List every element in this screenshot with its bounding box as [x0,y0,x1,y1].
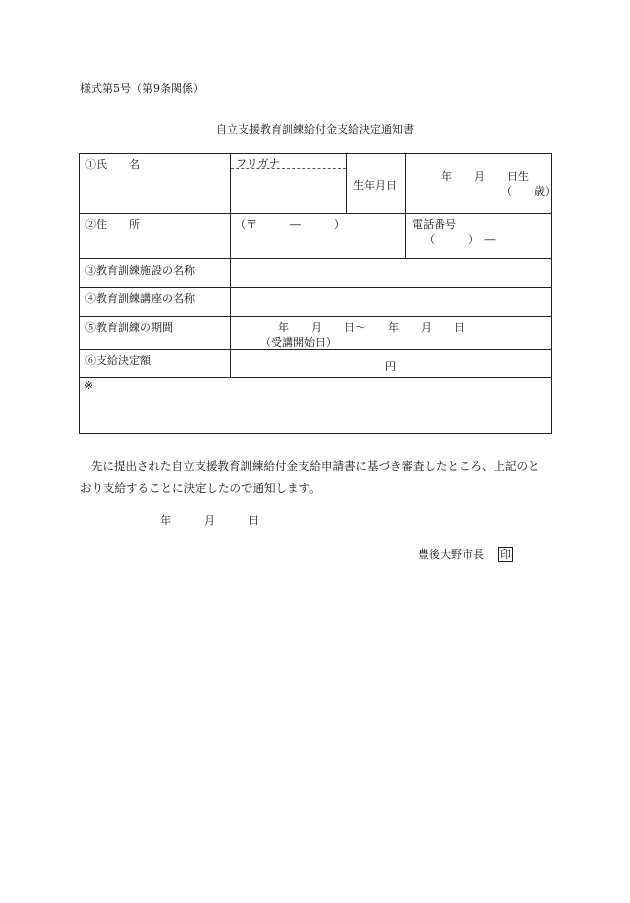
period-label: ⑤教育訓練の期間 [85,321,173,334]
document-title: 自立支援教育訓練給付金支給決定通知書 [216,123,414,136]
amount-unit: 円 [385,360,396,373]
period-value: 年 月 日～ 年 月 日 [278,321,465,334]
postal-code: （〒 ― ） [235,218,345,231]
furigana-label: フリガナ [236,157,280,170]
phone-label: 電話番号 [412,218,456,231]
seal-mark: 印 [500,548,511,561]
form-number: 様式第5号（第9条関係） [80,82,204,95]
period-note: （受講開始日） [260,336,337,349]
course-label: ④教育訓練講座の名称 [85,292,195,305]
address-label: ②住 所 [85,218,140,231]
note-mark: ※ [84,379,94,392]
phone-value: （ ） ― [424,233,496,246]
dob-value: 年 月 日生 [441,170,529,183]
age-value: （ 歳） [501,185,556,198]
facility-label: ③教育訓練施設の名称 [85,264,195,277]
amount-label: ⑥支給決定額 [85,354,151,367]
notice-date: 年 月 日 [160,514,259,527]
issuer-block [418,546,513,562]
issuer-name: 豊後大野市長 [418,548,484,561]
notice-body-text: 先に提出された自立支援教育訓練給付金支給申請書に基づき審査したところ、上記のとおり支給することに決定したので通知します。 [80,459,540,495]
name-label: ①氏 名 [85,158,140,171]
dob-label: 生年月日 [353,179,397,192]
application-table [79,153,556,434]
